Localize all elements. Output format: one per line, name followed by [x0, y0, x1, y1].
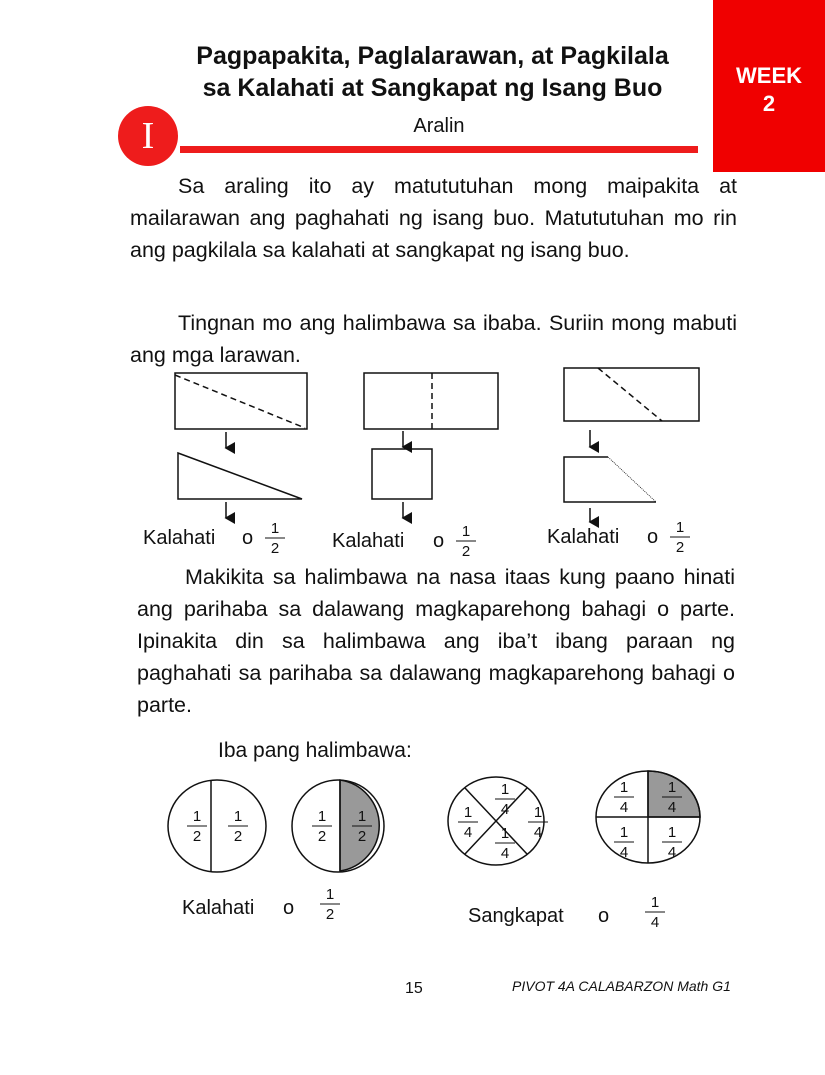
fraction-numerator: 1 [317, 808, 327, 825]
section-label: Aralin [413, 115, 465, 137]
caption-word: Kalahati [182, 897, 255, 919]
paragraph-text: Tingnan mo ang halimbawa sa ibaba. Suriin mong mabuti ang mga larawan. [130, 311, 737, 367]
fraction [320, 886, 340, 923]
fraction-denominator: 2 [325, 906, 335, 923]
ellipse-quarters-shaded [596, 771, 700, 863]
fraction-denominator: 2 [270, 540, 280, 557]
fraction-denominator: 4 [500, 801, 510, 818]
fraction [495, 825, 515, 862]
fraction-numerator: 1 [461, 523, 471, 540]
fraction [458, 804, 478, 841]
fraction [312, 808, 332, 845]
half-square [372, 449, 432, 499]
circle-halves [168, 780, 266, 872]
caption-connector: o [598, 905, 610, 927]
fraction-numerator: 1 [675, 519, 685, 536]
title-line-1: Pagpapakita, Paglalarawan, at Pagkilala [196, 42, 669, 70]
fraction-numerator: 1 [500, 825, 510, 842]
fraction-numerator: 1 [192, 808, 202, 825]
title-line-2: sa Kalahati at Sangkapat ng Isang Buo [202, 74, 663, 102]
fraction [528, 804, 548, 841]
fraction-numerator: 1 [325, 886, 335, 903]
fraction-denominator: 4 [463, 824, 473, 841]
fraction [614, 779, 634, 816]
fraction [670, 519, 690, 556]
paragraph-text: Makikita sa halimbawa na nasa itaas kung paano hinati ang parihaba sa dalawang magkaparehong bahagi o parte. Ipinakita din sa halimbawa ang iba’t ibang paraan ng paghahati sa parihaba sa dalawang magkaparehong bahagi o parte. [137, 565, 735, 717]
fraction-denominator: 2 [675, 539, 685, 556]
fraction-denominator: 2 [192, 828, 202, 845]
fraction-numerator: 1 [619, 779, 629, 796]
fraction-numerator: 1 [270, 520, 280, 537]
half-triangle [178, 453, 302, 499]
paragraph-text: Sa araling ito ay matututuhan mong maipakita at mailarawan ang paghahati ng isang buo. Matututuhan mo rin ang pagkilala sa kalahati at sangkapat ng isang buo. [130, 174, 737, 262]
caption-connector: o [242, 527, 254, 549]
fraction-numerator: 1 [233, 808, 243, 825]
fraction-numerator: 1 [357, 808, 367, 825]
half-trapezoid [564, 457, 656, 502]
fraction-denominator: 4 [500, 845, 510, 862]
fraction-numerator: 1 [650, 894, 660, 911]
caption-word: Kalahati [332, 530, 405, 552]
fraction-denominator: 4 [619, 844, 629, 861]
fraction-numerator: 1 [667, 824, 677, 841]
fraction [228, 808, 248, 845]
fraction [265, 520, 285, 557]
fraction [645, 894, 665, 931]
footer-source: PIVOT 4A CALABARZON Math G1 [512, 978, 731, 994]
fraction [662, 824, 682, 861]
fraction-denominator: 2 [461, 543, 471, 560]
fraction-numerator: 1 [463, 804, 473, 821]
caption-word: Sangkapat [468, 905, 564, 927]
fraction-denominator: 2 [357, 828, 367, 845]
page-number: 15 [405, 980, 423, 997]
caption-connector: o [283, 897, 295, 919]
fraction-denominator: 2 [317, 828, 327, 845]
other-examples-heading: Iba pang halimbawa: [218, 739, 412, 762]
fraction-denominator: 4 [667, 799, 677, 816]
fraction-numerator: 1 [500, 781, 510, 798]
fraction-denominator: 4 [619, 799, 629, 816]
fraction [456, 523, 476, 560]
fraction [614, 824, 634, 861]
caption-connector: o [433, 530, 445, 552]
rectangle-slanted-cut [564, 368, 699, 421]
week-number: 2 [762, 91, 776, 116]
fraction [187, 808, 207, 845]
fraction-numerator: 1 [533, 804, 543, 821]
section-numeral-badge: I [118, 106, 178, 166]
caption-word: Kalahati [143, 527, 216, 549]
rectangle-vertical-cut [364, 373, 498, 429]
rectangle-diagonal-cut [175, 373, 307, 429]
week-label: WEEK [736, 63, 802, 88]
fraction [495, 781, 515, 818]
fraction-numerator: 1 [619, 824, 629, 841]
fraction-denominator: 4 [650, 914, 660, 931]
caption-word: Kalahati [547, 526, 620, 548]
ellipse-quarters-diagonal [448, 777, 544, 865]
fraction-denominator: 4 [667, 844, 677, 861]
fraction-numerator: 1 [667, 779, 677, 796]
fraction-denominator: 4 [533, 824, 543, 841]
caption-connector: o [647, 526, 659, 548]
fraction-denominator: 2 [233, 828, 243, 845]
